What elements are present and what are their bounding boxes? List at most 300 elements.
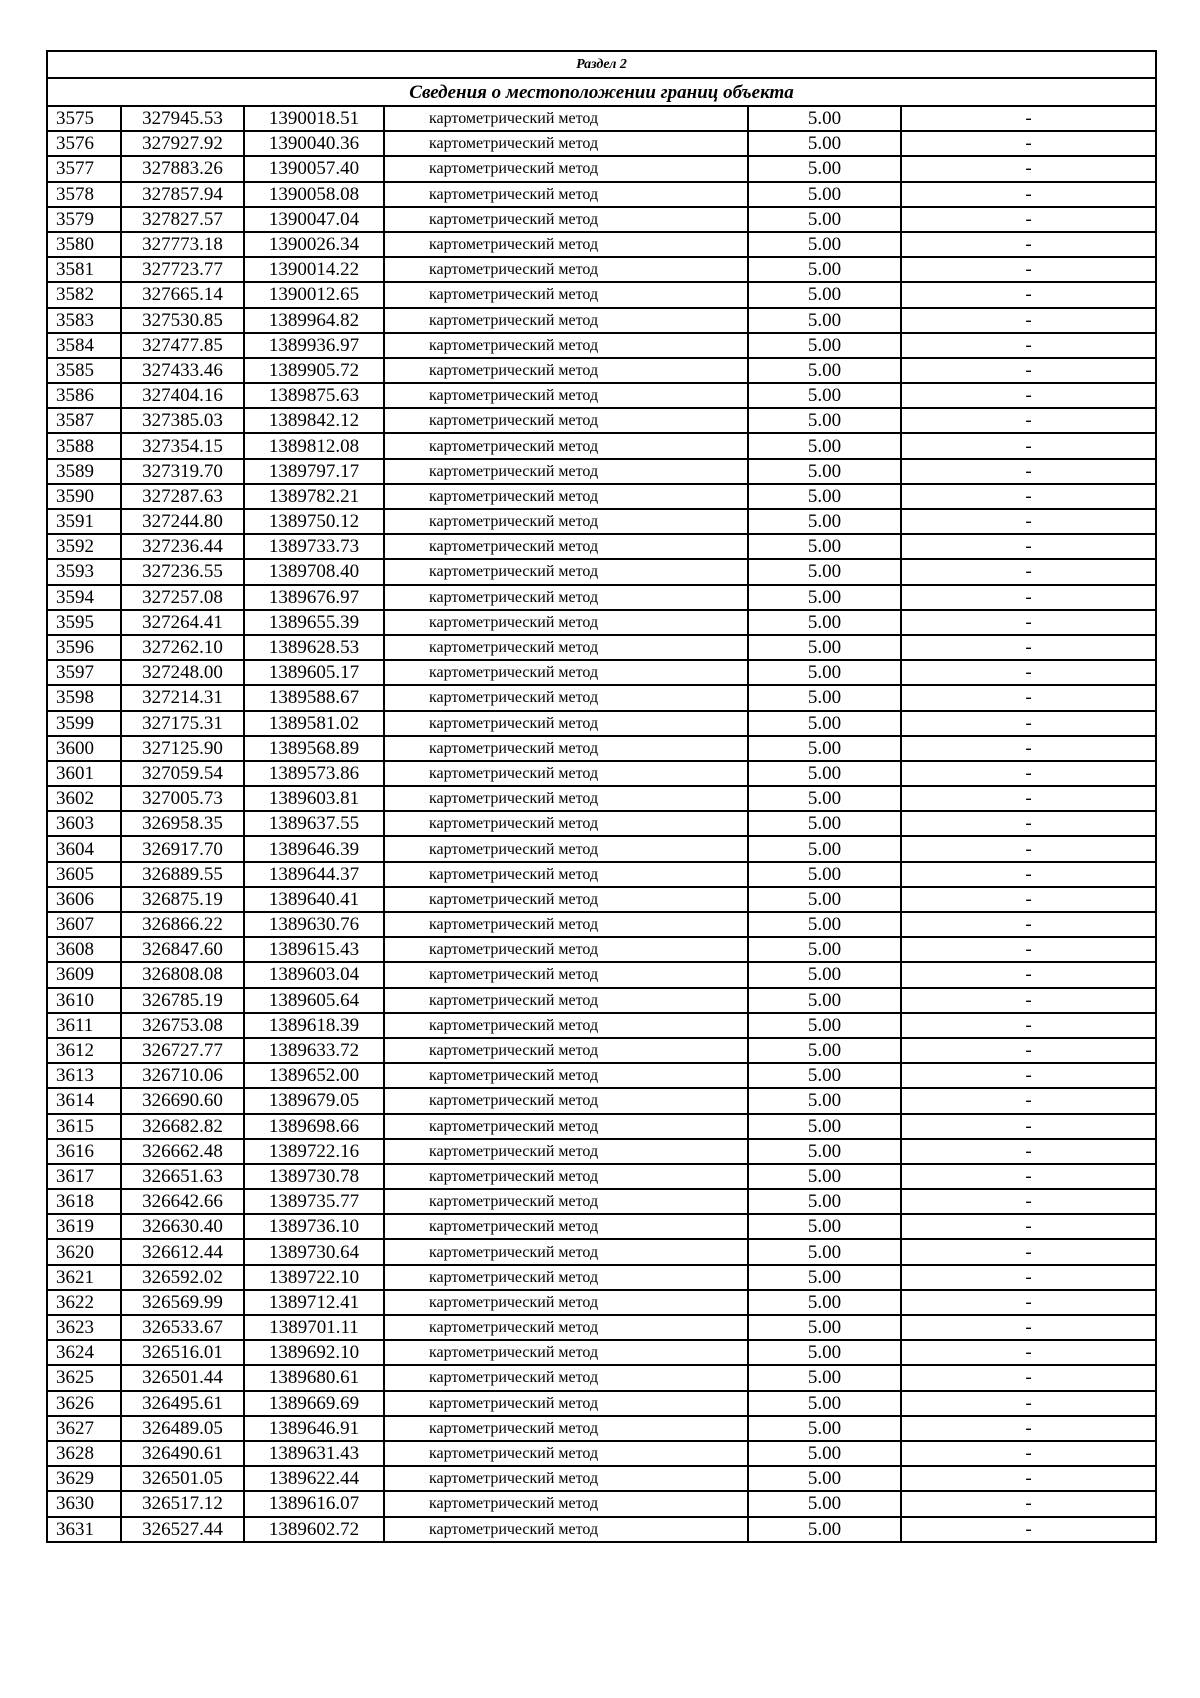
x-coordinate: 327530.85 — [121, 308, 244, 333]
x-coordinate: 327175.31 — [121, 711, 244, 736]
determination-method: картометрический метод — [384, 1239, 748, 1264]
note-cell: - — [901, 232, 1156, 257]
determination-method: картометрический метод — [384, 1038, 748, 1063]
determination-method: картометрический метод — [384, 962, 748, 987]
point-number: 3595 — [47, 610, 121, 635]
x-coordinate: 327883.26 — [121, 156, 244, 181]
accuracy-value: 5.00 — [748, 1164, 901, 1189]
y-coordinate: 1389679.05 — [244, 1088, 384, 1113]
table-row — [47, 182, 1156, 207]
point-number: 3614 — [47, 1088, 121, 1113]
accuracy-value: 5.00 — [748, 1466, 901, 1491]
accuracy-value: 5.00 — [748, 1063, 901, 1088]
y-coordinate: 1389630.76 — [244, 912, 384, 937]
y-coordinate: 1390047.04 — [244, 207, 384, 232]
accuracy-value: 5.00 — [748, 282, 901, 307]
note-cell: - — [901, 182, 1156, 207]
y-coordinate: 1389573.86 — [244, 761, 384, 786]
determination-method: картометрический метод — [384, 1491, 748, 1516]
note-cell: - — [901, 1340, 1156, 1365]
note-cell: - — [901, 1088, 1156, 1113]
determination-method: картометрический метод — [384, 358, 748, 383]
table-row — [47, 585, 1156, 610]
note-cell: - — [901, 786, 1156, 811]
determination-method: картометрический метод — [384, 257, 748, 282]
determination-method: картометрический метод — [384, 610, 748, 635]
table-row — [47, 1491, 1156, 1516]
y-coordinate: 1389797.17 — [244, 459, 384, 484]
note-cell: - — [901, 559, 1156, 584]
point-number: 3616 — [47, 1139, 121, 1164]
point-number: 3580 — [47, 232, 121, 257]
determination-method: картометрический метод — [384, 408, 748, 433]
determination-method: картометрический метод — [384, 1416, 748, 1441]
determination-method: картометрический метод — [384, 811, 748, 836]
accuracy-value: 5.00 — [748, 1315, 901, 1340]
determination-method: картометрический метод — [384, 1391, 748, 1416]
accuracy-value: 5.00 — [748, 1265, 901, 1290]
x-coordinate: 326489.05 — [121, 1416, 244, 1441]
accuracy-value: 5.00 — [748, 1189, 901, 1214]
accuracy-value: 5.00 — [748, 1139, 901, 1164]
y-coordinate: 1390057.40 — [244, 156, 384, 181]
note-cell: - — [901, 1517, 1156, 1542]
point-number: 3590 — [47, 484, 121, 509]
table-row — [47, 559, 1156, 584]
note-cell: - — [901, 585, 1156, 610]
x-coordinate: 327236.44 — [121, 534, 244, 559]
point-number: 3578 — [47, 182, 121, 207]
x-coordinate: 326785.19 — [121, 988, 244, 1013]
table-row — [47, 459, 1156, 484]
accuracy-value: 5.00 — [748, 1365, 901, 1390]
table-row — [47, 509, 1156, 534]
accuracy-value: 5.00 — [748, 610, 901, 635]
note-cell: - — [901, 1164, 1156, 1189]
note-cell: - — [901, 433, 1156, 458]
point-number: 3604 — [47, 836, 121, 861]
x-coordinate: 327827.57 — [121, 207, 244, 232]
x-coordinate: 326516.01 — [121, 1340, 244, 1365]
point-number: 3628 — [47, 1441, 121, 1466]
point-number: 3579 — [47, 207, 121, 232]
table-row — [47, 1164, 1156, 1189]
accuracy-value: 5.00 — [748, 761, 901, 786]
table-row — [47, 1290, 1156, 1315]
table-row — [47, 660, 1156, 685]
x-coordinate: 326501.05 — [121, 1466, 244, 1491]
table-row — [47, 988, 1156, 1013]
y-coordinate: 1390058.08 — [244, 182, 384, 207]
table-row — [47, 433, 1156, 458]
determination-method: картометрический метод — [384, 1365, 748, 1390]
table-row — [47, 1265, 1156, 1290]
y-coordinate: 1389616.07 — [244, 1491, 384, 1516]
x-coordinate: 327354.15 — [121, 433, 244, 458]
point-number: 3603 — [47, 811, 121, 836]
accuracy-value: 5.00 — [748, 1391, 901, 1416]
accuracy-value: 5.00 — [748, 1114, 901, 1139]
accuracy-value: 5.00 — [748, 408, 901, 433]
y-coordinate: 1389631.43 — [244, 1441, 384, 1466]
determination-method: картометрический метод — [384, 862, 748, 887]
x-coordinate: 327059.54 — [121, 761, 244, 786]
accuracy-value: 5.00 — [748, 1214, 901, 1239]
note-cell: - — [901, 1265, 1156, 1290]
y-coordinate: 1389581.02 — [244, 711, 384, 736]
determination-method: картометрический метод — [384, 1340, 748, 1365]
y-coordinate: 1389733.73 — [244, 534, 384, 559]
note-cell: - — [901, 711, 1156, 736]
point-number: 3575 — [47, 106, 121, 131]
table-row — [47, 358, 1156, 383]
y-coordinate: 1389633.72 — [244, 1038, 384, 1063]
point-number: 3611 — [47, 1013, 121, 1038]
note-cell: - — [901, 610, 1156, 635]
determination-method: картометрический метод — [384, 1290, 748, 1315]
note-cell: - — [901, 1189, 1156, 1214]
table-row — [47, 383, 1156, 408]
y-coordinate: 1389736.10 — [244, 1214, 384, 1239]
table-row — [47, 862, 1156, 887]
accuracy-value: 5.00 — [748, 484, 901, 509]
y-coordinate: 1390040.36 — [244, 131, 384, 156]
accuracy-value: 5.00 — [748, 912, 901, 937]
table-row — [47, 962, 1156, 987]
table-row — [47, 887, 1156, 912]
x-coordinate: 326690.60 — [121, 1088, 244, 1113]
note-cell: - — [901, 1114, 1156, 1139]
x-coordinate: 326533.67 — [121, 1315, 244, 1340]
determination-method: картометрический метод — [384, 1214, 748, 1239]
accuracy-value: 5.00 — [748, 962, 901, 987]
y-coordinate: 1389655.39 — [244, 610, 384, 635]
x-coordinate: 327433.46 — [121, 358, 244, 383]
point-number: 3615 — [47, 1114, 121, 1139]
accuracy-value: 5.00 — [748, 1239, 901, 1264]
accuracy-value: 5.00 — [748, 1013, 901, 1038]
accuracy-value: 5.00 — [748, 988, 901, 1013]
determination-method: картометрический метод — [384, 836, 748, 861]
table-row — [47, 282, 1156, 307]
y-coordinate: 1389568.89 — [244, 736, 384, 761]
point-number: 3629 — [47, 1466, 121, 1491]
x-coordinate: 327665.14 — [121, 282, 244, 307]
point-number: 3620 — [47, 1239, 121, 1264]
note-cell: - — [901, 1239, 1156, 1264]
point-number: 3598 — [47, 685, 121, 710]
table-row — [47, 156, 1156, 181]
y-coordinate: 1389603.81 — [244, 786, 384, 811]
determination-method: картометрический метод — [384, 736, 748, 761]
point-number: 3596 — [47, 635, 121, 660]
y-coordinate: 1389692.10 — [244, 1340, 384, 1365]
table-row — [47, 1466, 1156, 1491]
determination-method: картометрический метод — [384, 786, 748, 811]
determination-method: картометрический метод — [384, 1164, 748, 1189]
determination-method: картометрический метод — [384, 585, 748, 610]
y-coordinate: 1389698.66 — [244, 1114, 384, 1139]
accuracy-value: 5.00 — [748, 736, 901, 761]
point-number: 3594 — [47, 585, 121, 610]
determination-method: картометрический метод — [384, 1517, 748, 1542]
table-row — [47, 736, 1156, 761]
y-coordinate: 1389640.41 — [244, 887, 384, 912]
y-coordinate: 1389730.78 — [244, 1164, 384, 1189]
table-row — [47, 1088, 1156, 1113]
section-row — [47, 51, 1156, 78]
point-number: 3617 — [47, 1164, 121, 1189]
y-coordinate: 1390012.65 — [244, 282, 384, 307]
point-number: 3612 — [47, 1038, 121, 1063]
determination-method: картометрический метод — [384, 559, 748, 584]
y-coordinate: 1389603.04 — [244, 962, 384, 987]
x-coordinate: 326495.61 — [121, 1391, 244, 1416]
point-number: 3626 — [47, 1391, 121, 1416]
x-coordinate: 327477.85 — [121, 333, 244, 358]
y-coordinate: 1389722.10 — [244, 1265, 384, 1290]
point-number: 3609 — [47, 962, 121, 987]
table-row — [47, 610, 1156, 635]
x-coordinate: 326875.19 — [121, 887, 244, 912]
x-coordinate: 326642.66 — [121, 1189, 244, 1214]
x-coordinate: 326527.44 — [121, 1517, 244, 1542]
note-cell: - — [901, 1214, 1156, 1239]
determination-method: картометрический метод — [384, 156, 748, 181]
determination-method: картометрический метод — [384, 383, 748, 408]
table-row — [47, 484, 1156, 509]
table-row — [47, 1365, 1156, 1390]
note-cell: - — [901, 862, 1156, 887]
x-coordinate: 327262.10 — [121, 635, 244, 660]
x-coordinate: 326753.08 — [121, 1013, 244, 1038]
y-coordinate: 1389812.08 — [244, 433, 384, 458]
table-row — [47, 912, 1156, 937]
determination-method: картометрический метод — [384, 1466, 748, 1491]
note-cell: - — [901, 282, 1156, 307]
y-coordinate: 1389905.72 — [244, 358, 384, 383]
y-coordinate: 1389730.64 — [244, 1239, 384, 1264]
y-coordinate: 1389644.37 — [244, 862, 384, 887]
point-number: 3624 — [47, 1340, 121, 1365]
point-number: 3592 — [47, 534, 121, 559]
title-row — [47, 78, 1156, 106]
determination-method: картометрический метод — [384, 459, 748, 484]
note-cell: - — [901, 484, 1156, 509]
accuracy-value: 5.00 — [748, 711, 901, 736]
note-cell: - — [901, 761, 1156, 786]
note-cell: - — [901, 1416, 1156, 1441]
y-coordinate: 1389735.77 — [244, 1189, 384, 1214]
point-number: 3605 — [47, 862, 121, 887]
note-cell: - — [901, 459, 1156, 484]
point-number: 3597 — [47, 660, 121, 685]
note-cell: - — [901, 156, 1156, 181]
accuracy-value: 5.00 — [748, 811, 901, 836]
x-coordinate: 327248.00 — [121, 660, 244, 685]
accuracy-value: 5.00 — [748, 1491, 901, 1516]
y-coordinate: 1389628.53 — [244, 635, 384, 660]
note-cell: - — [901, 1063, 1156, 1088]
point-number: 3619 — [47, 1214, 121, 1239]
point-number: 3581 — [47, 257, 121, 282]
x-coordinate: 326569.99 — [121, 1290, 244, 1315]
determination-method: картометрический метод — [384, 711, 748, 736]
table-row — [47, 761, 1156, 786]
accuracy-value: 5.00 — [748, 585, 901, 610]
determination-method: картометрический метод — [384, 912, 748, 937]
y-coordinate: 1389712.41 — [244, 1290, 384, 1315]
table-row — [47, 786, 1156, 811]
table-row — [47, 937, 1156, 962]
x-coordinate: 326710.06 — [121, 1063, 244, 1088]
point-number: 3593 — [47, 559, 121, 584]
accuracy-value: 5.00 — [748, 685, 901, 710]
x-coordinate: 327214.31 — [121, 685, 244, 710]
y-coordinate: 1389652.00 — [244, 1063, 384, 1088]
point-number: 3602 — [47, 786, 121, 811]
x-coordinate: 327404.16 — [121, 383, 244, 408]
accuracy-value: 5.00 — [748, 887, 901, 912]
determination-method: картометрический метод — [384, 1013, 748, 1038]
note-cell: - — [901, 1466, 1156, 1491]
note-cell: - — [901, 1013, 1156, 1038]
y-coordinate: 1390014.22 — [244, 257, 384, 282]
boundary-points-table — [46, 50, 1157, 1543]
y-coordinate: 1389602.72 — [244, 1517, 384, 1542]
point-number: 3621 — [47, 1265, 121, 1290]
accuracy-value: 5.00 — [748, 1290, 901, 1315]
point-number: 3627 — [47, 1416, 121, 1441]
note-cell: - — [901, 1491, 1156, 1516]
x-coordinate: 327005.73 — [121, 786, 244, 811]
y-coordinate: 1389875.63 — [244, 383, 384, 408]
accuracy-value: 5.00 — [748, 635, 901, 660]
accuracy-value: 5.00 — [748, 836, 901, 861]
table-row — [47, 1391, 1156, 1416]
note-cell: - — [901, 887, 1156, 912]
x-coordinate: 326958.35 — [121, 811, 244, 836]
determination-method: картометрический метод — [384, 1441, 748, 1466]
accuracy-value: 5.00 — [748, 786, 901, 811]
y-coordinate: 1389646.91 — [244, 1416, 384, 1441]
determination-method: картометрический метод — [384, 887, 748, 912]
note-cell: - — [901, 308, 1156, 333]
table-row — [47, 534, 1156, 559]
table-row — [47, 1416, 1156, 1441]
table-row — [47, 106, 1156, 131]
table-row — [47, 257, 1156, 282]
accuracy-value: 5.00 — [748, 106, 901, 131]
determination-method: картометрический метод — [384, 1265, 748, 1290]
x-coordinate: 326866.22 — [121, 912, 244, 937]
y-coordinate: 1389964.82 — [244, 308, 384, 333]
note-cell: - — [901, 358, 1156, 383]
determination-method: картометрический метод — [384, 106, 748, 131]
table-title: Сведения о местоположении границ объекта — [47, 78, 1156, 106]
table-row — [47, 1038, 1156, 1063]
accuracy-value: 5.00 — [748, 660, 901, 685]
x-coordinate: 327257.08 — [121, 585, 244, 610]
y-coordinate: 1389605.64 — [244, 988, 384, 1013]
accuracy-value: 5.00 — [748, 333, 901, 358]
y-coordinate: 1389615.43 — [244, 937, 384, 962]
y-coordinate: 1389722.16 — [244, 1139, 384, 1164]
y-coordinate: 1389936.97 — [244, 333, 384, 358]
x-coordinate: 327385.03 — [121, 408, 244, 433]
table-row — [47, 1114, 1156, 1139]
point-number: 3625 — [47, 1365, 121, 1390]
table-row — [47, 333, 1156, 358]
point-number: 3577 — [47, 156, 121, 181]
point-number: 3618 — [47, 1189, 121, 1214]
point-number: 3588 — [47, 433, 121, 458]
note-cell: - — [901, 836, 1156, 861]
point-number: 3601 — [47, 761, 121, 786]
note-cell: - — [901, 937, 1156, 962]
table-row — [47, 1013, 1156, 1038]
x-coordinate: 327927.92 — [121, 131, 244, 156]
note-cell: - — [901, 106, 1156, 131]
table-row — [47, 1441, 1156, 1466]
table-row — [47, 131, 1156, 156]
point-number: 3631 — [47, 1517, 121, 1542]
determination-method: картометрический метод — [384, 660, 748, 685]
determination-method: картометрический метод — [384, 282, 748, 307]
determination-method: картометрический метод — [384, 1088, 748, 1113]
x-coordinate: 326592.02 — [121, 1265, 244, 1290]
x-coordinate: 327723.77 — [121, 257, 244, 282]
note-cell: - — [901, 534, 1156, 559]
point-number: 3622 — [47, 1290, 121, 1315]
x-coordinate: 326889.55 — [121, 862, 244, 887]
note-cell: - — [901, 685, 1156, 710]
x-coordinate: 326808.08 — [121, 962, 244, 987]
note-cell: - — [901, 509, 1156, 534]
accuracy-value: 5.00 — [748, 559, 901, 584]
determination-method: картометрический метод — [384, 685, 748, 710]
accuracy-value: 5.00 — [748, 156, 901, 181]
accuracy-value: 5.00 — [748, 1340, 901, 1365]
point-number: 3608 — [47, 937, 121, 962]
note-cell: - — [901, 988, 1156, 1013]
table-row — [47, 635, 1156, 660]
note-cell: - — [901, 1139, 1156, 1164]
accuracy-value: 5.00 — [748, 383, 901, 408]
table-row — [47, 685, 1156, 710]
note-cell: - — [901, 131, 1156, 156]
note-cell: - — [901, 1441, 1156, 1466]
accuracy-value: 5.00 — [748, 1416, 901, 1441]
table-row — [47, 811, 1156, 836]
point-number: 3584 — [47, 333, 121, 358]
note-cell: - — [901, 1315, 1156, 1340]
note-cell: - — [901, 736, 1156, 761]
accuracy-value: 5.00 — [748, 862, 901, 887]
x-coordinate: 326662.48 — [121, 1139, 244, 1164]
point-number: 3607 — [47, 912, 121, 937]
accuracy-value: 5.00 — [748, 937, 901, 962]
accuracy-value: 5.00 — [748, 433, 901, 458]
x-coordinate: 326490.61 — [121, 1441, 244, 1466]
x-coordinate: 326682.82 — [121, 1114, 244, 1139]
determination-method: картометрический метод — [384, 761, 748, 786]
x-coordinate: 327287.63 — [121, 484, 244, 509]
table-row — [47, 711, 1156, 736]
note-cell: - — [901, 962, 1156, 987]
note-cell: - — [901, 257, 1156, 282]
table-row — [47, 836, 1156, 861]
